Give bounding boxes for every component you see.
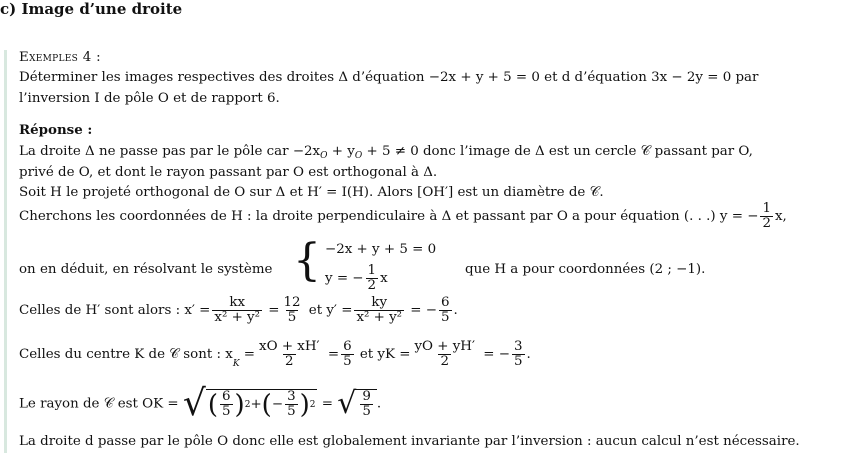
answer-line-10: La droite d passe par le pôle O donc elle est globalement invariante par l’inversion : aucun calcul n’est nécessaire. — [19, 434, 800, 449]
answer-line-2: privé de O, et dont le rayon passant par O est orthogonal à Δ. — [19, 165, 438, 180]
statement-line-2: l’inversion I de pôle O et de rapport 6. — [19, 91, 280, 106]
system-eq-2: y = − $\frac{1}{2}$ x — [325, 263, 388, 293]
answer-line-1: La droite Δ ne passe pas par le pôle car $-2x_O + y_O + 5 \ne 0$ donc l’image de Δ est un cercle 𝒞 passant par O, — [19, 144, 753, 161]
answer-line-6: que H a pour coordonnées (2 ; −1). — [465, 262, 706, 277]
answer-line-9: Le rayon de 𝒞 est OK = √ ( $\frac{6}{5}$ ) 2 + ( − $\frac{3}{5}$ ) 2 = √ $\frac{9}{5}$ . — [19, 383, 382, 424]
system-brace: { — [293, 235, 321, 286]
answer-line-4: Cherchons les coordonnées de H : la droite perpendiculaire à Δ et passant par O a pour équation (. . .) y = − $\frac{1}{2}$ x, — [19, 201, 787, 231]
example-label: Exemples 4 : — [19, 50, 101, 65]
statement-line-1: Déterminer les images respectives des droites Δ d’équation −2x + y + 5 = 0 et d d’équation 3x − 2y = 0 par — [19, 70, 759, 85]
answer-line-3: Soit H le projeté orthogonal de O sur Δ et H′ = I(H). Alors [OH′] est un diamètre de 𝒞. — [19, 185, 604, 200]
answer-line-5: on en déduit, en résolvant le système — [19, 262, 273, 277]
section-title: c) Image d’une droite — [0, 0, 183, 18]
answer-label: Réponse : — [19, 122, 93, 138]
answer-line-7: Celles de H′ sont alors : x′ = $\frac{kx}{\text{x² + y²}}$ = $\frac{12}{5}$ et y′ = $\frac{ky}{\text{x² + y²}}$ = − $\frac{6}{5}$ . — [19, 295, 458, 325]
example-block — [4, 50, 854, 453]
radius-sqrt: √ ( $\frac{6}{5}$ ) 2 + ( − $\frac{3}{5}$ ) 2 — [182, 383, 316, 424]
answer-line-8: Celles du centre K de 𝒞 sont : $x_K$ = $\frac{xO + xH'}{2}$ = $\frac{6}{5}$ et yK = $\frac{yO + yH'}{2}$ = − $\frac{3}{5}$ . — [19, 339, 531, 369]
system-eq-1: −2x + y + 5 = 0 — [325, 242, 437, 257]
